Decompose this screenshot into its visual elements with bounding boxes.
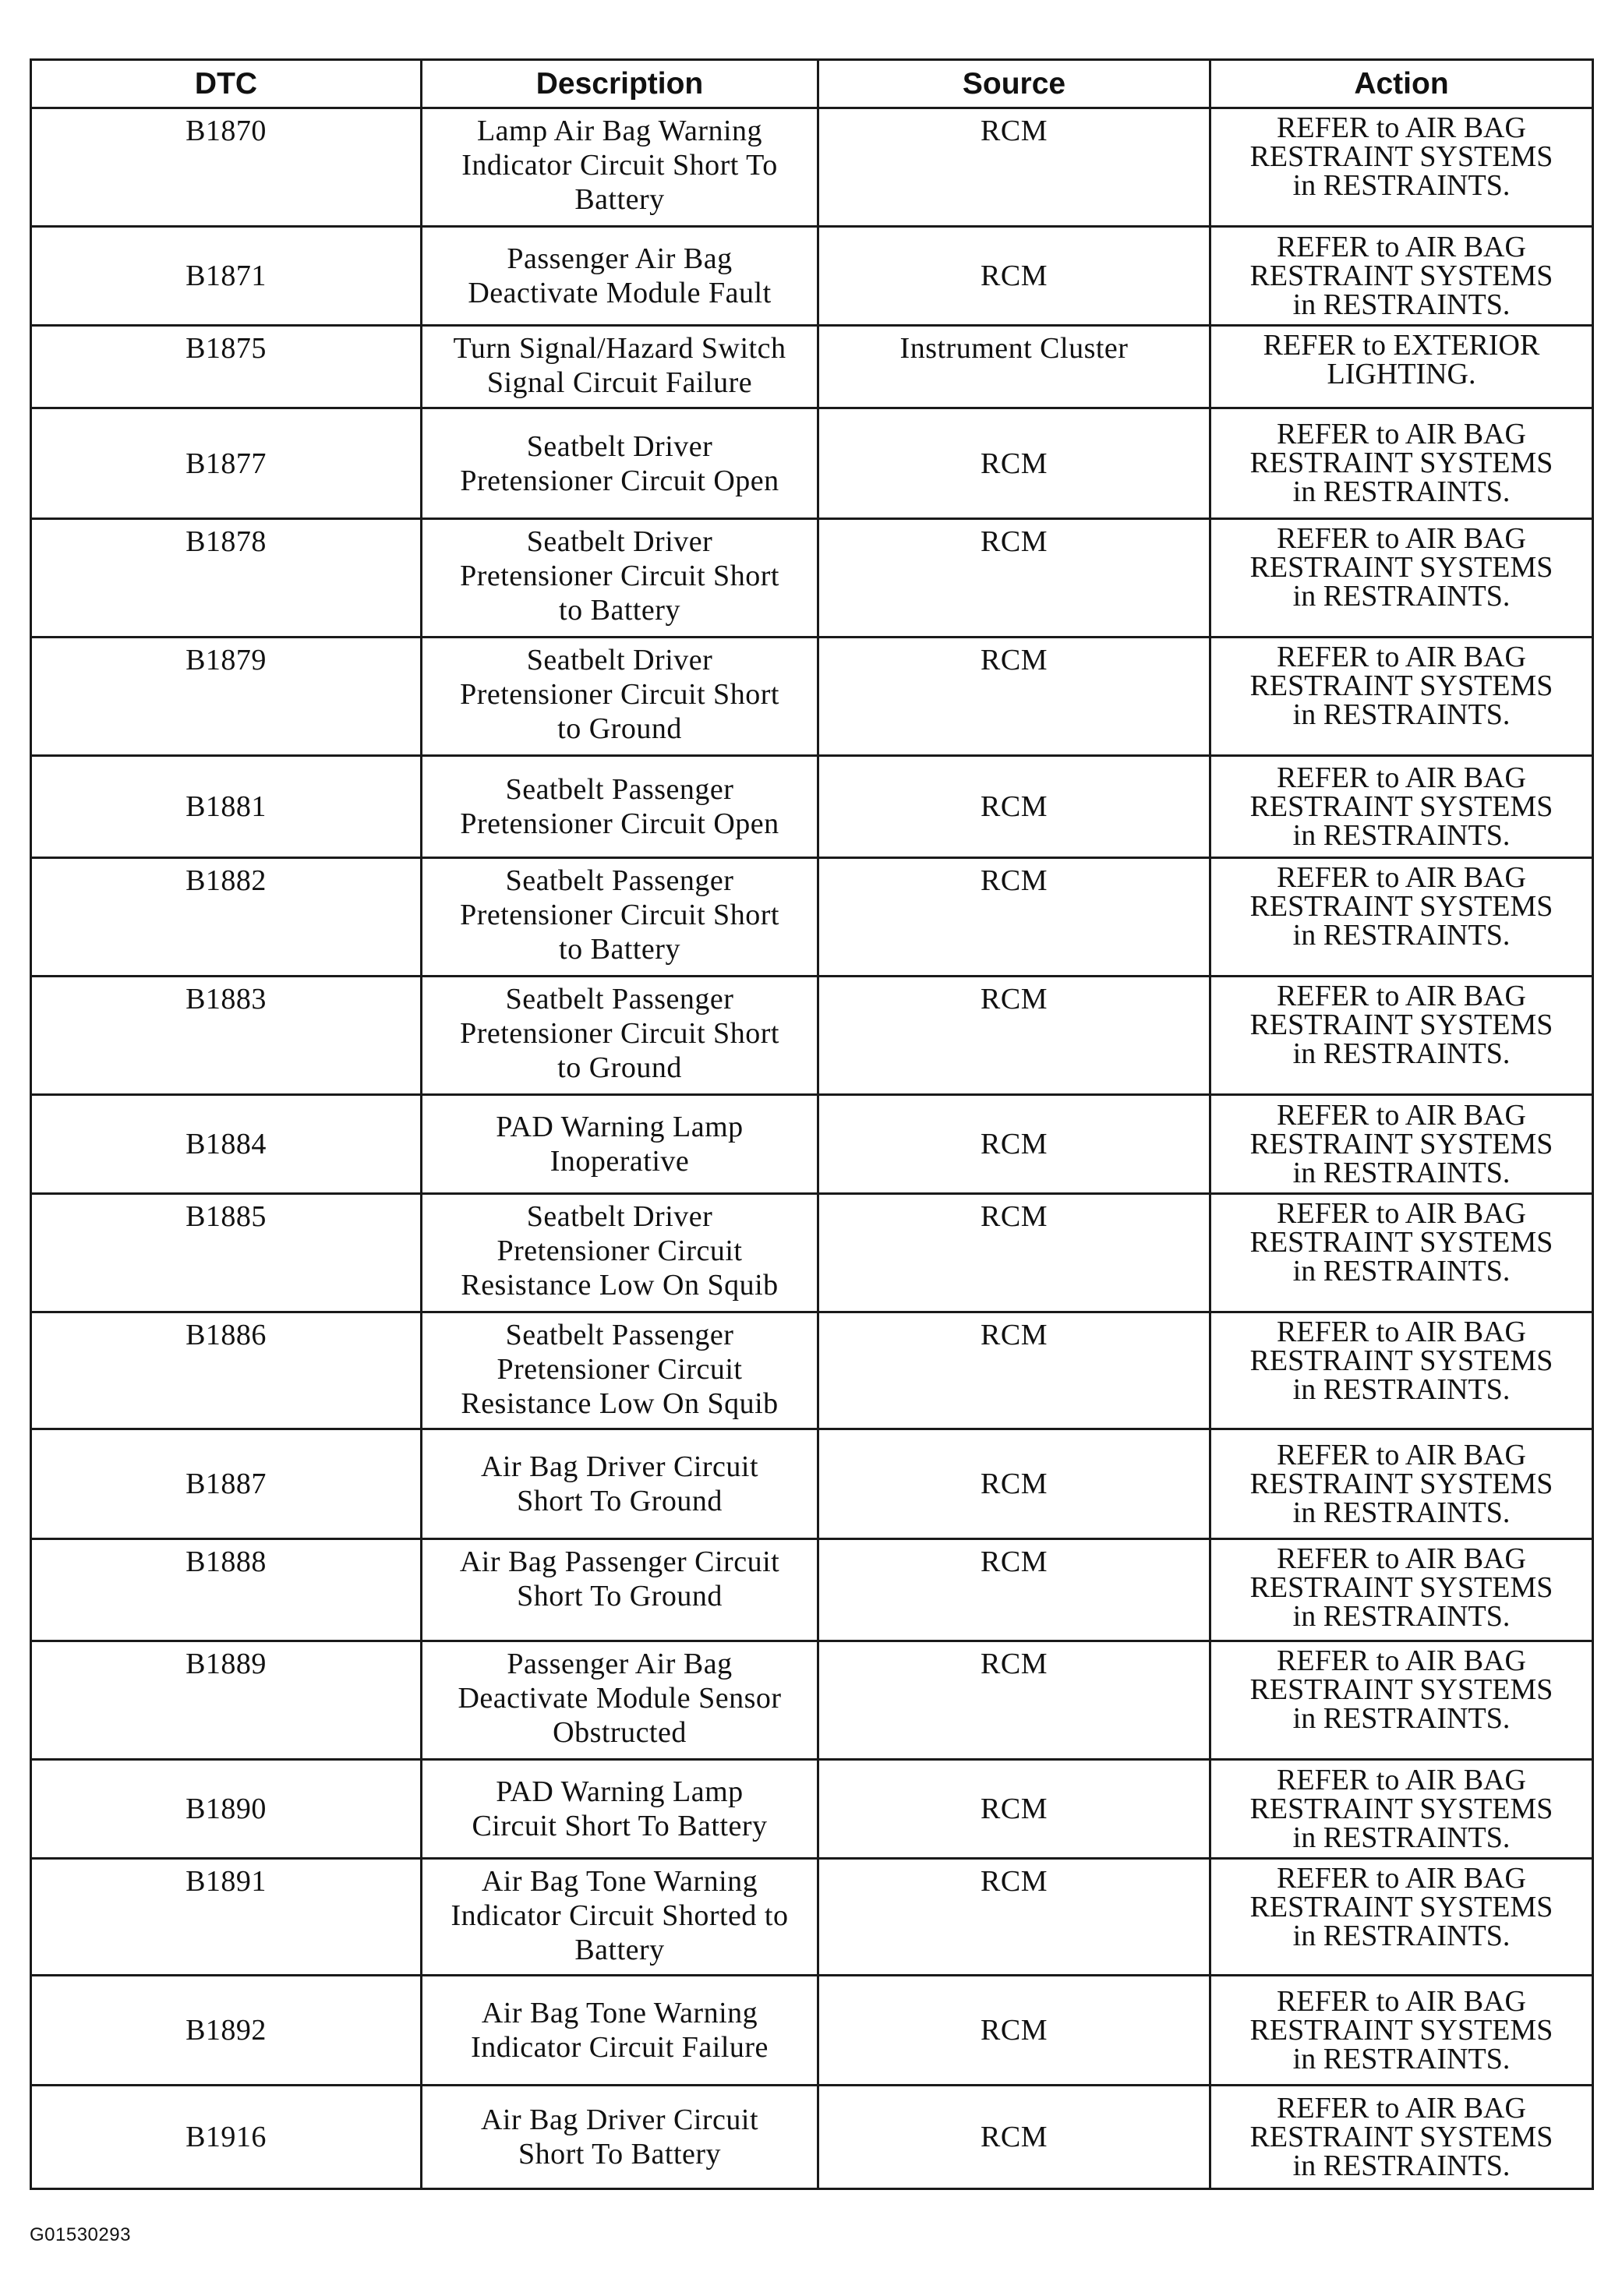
dtc-description <box>422 408 818 519</box>
dtc-action <box>1210 2086 1593 2189</box>
action-line: REFER to AIR BAG <box>1277 1098 1526 1132</box>
action-line: RESTRAINT SYSTEMS <box>1249 890 1553 923</box>
action-line: RESTRAINT SYSTEMS <box>1249 551 1553 584</box>
dtc-code: B1885 <box>31 1194 422 1312</box>
action-line: RESTRAINT SYSTEMS <box>1249 2120 1553 2153</box>
dtc-action <box>1210 1194 1593 1312</box>
action-line: REFER to AIR BAG <box>1277 861 1526 894</box>
description-line: to Ground <box>557 712 682 745</box>
action-line: in RESTRAINTS. <box>1292 169 1511 202</box>
dtc-source: RCM <box>818 408 1210 519</box>
dtc-source: RCM <box>818 108 1210 227</box>
dtc-description <box>422 638 818 756</box>
dtc-table <box>30 58 1594 2190</box>
action-line: REFER to AIR BAG <box>1277 111 1526 144</box>
table-row <box>31 408 1593 519</box>
dtc-source: RCM <box>818 756 1210 858</box>
table-row <box>31 1641 1593 1760</box>
table-row <box>31 638 1593 756</box>
action-line: RESTRAINT SYSTEMS <box>1249 669 1553 702</box>
action-line: in RESTRAINTS. <box>1292 1255 1511 1288</box>
description-line: Pretensioner Circuit <box>496 1353 743 1386</box>
description-line: Seatbelt Passenger <box>505 864 734 897</box>
description-line: to Battery <box>559 594 680 627</box>
header-row <box>31 60 1593 108</box>
description-line: Short To Ground <box>517 1485 723 1517</box>
dtc-source: RCM <box>818 1539 1210 1641</box>
header-action: Action <box>1210 60 1593 108</box>
table-row <box>31 977 1593 1095</box>
dtc-action <box>1210 1760 1593 1859</box>
action-line: RESTRAINT SYSTEMS <box>1249 1226 1553 1259</box>
dtc-code: B1892 <box>31 1976 422 2086</box>
action-line: in RESTRAINTS. <box>1292 2149 1511 2182</box>
table-row <box>31 326 1593 408</box>
description-line: Air Bag Tone Warning <box>481 1997 758 2029</box>
dtc-code: B1870 <box>31 108 422 227</box>
description-line: to Battery <box>559 933 680 966</box>
description-line: PAD Warning Lamp <box>496 1775 744 1808</box>
table-row <box>31 1095 1593 1194</box>
table-row <box>31 1429 1593 1539</box>
description-line: Indicator Circuit Failure <box>471 2031 769 2064</box>
action-line: RESTRAINT SYSTEMS <box>1249 1467 1553 1500</box>
description-line: Signal Circuit Failure <box>486 366 753 399</box>
dtc-source: Instrument Cluster <box>818 326 1210 408</box>
description-line: Obstructed <box>553 1716 687 1749</box>
action-line: RESTRAINT SYSTEMS <box>1249 447 1553 479</box>
action-line: in RESTRAINTS. <box>1292 1702 1511 1735</box>
dtc-source: RCM <box>818 858 1210 977</box>
dtc-source: RCM <box>818 1760 1210 1859</box>
action-line: in RESTRAINTS. <box>1292 475 1511 508</box>
table-row <box>31 1312 1593 1429</box>
description-line: Seatbelt Driver <box>526 644 713 676</box>
action-line: RESTRAINT SYSTEMS <box>1249 1008 1553 1041</box>
table-row <box>31 858 1593 977</box>
description-line: Seatbelt Passenger <box>505 1319 734 1351</box>
action-line: RESTRAINT SYSTEMS <box>1249 1891 1553 1923</box>
dtc-source: RCM <box>818 227 1210 326</box>
action-line: REFER to EXTERIOR <box>1263 329 1540 362</box>
action-line: in RESTRAINTS. <box>1292 698 1511 731</box>
dtc-description <box>422 1859 818 1976</box>
dtc-action <box>1210 227 1593 326</box>
description-line: Battery <box>574 1934 665 1966</box>
description-line: Air Bag Driver Circuit <box>480 1450 759 1483</box>
dtc-description <box>422 1194 818 1312</box>
action-line: RESTRAINT SYSTEMS <box>1249 1673 1553 1706</box>
dtc-action <box>1210 408 1593 519</box>
dtc-action <box>1210 1095 1593 1194</box>
action-line: in RESTRAINTS. <box>1292 1156 1511 1189</box>
table-row <box>31 1539 1593 1641</box>
dtc-code: B1890 <box>31 1760 422 1859</box>
description-line: Short To Ground <box>517 1580 723 1612</box>
action-line: REFER to AIR BAG <box>1277 230 1526 263</box>
description-line: Resistance Low On Squib <box>461 1387 779 1420</box>
description-line: Indicator Circuit Short To <box>461 149 778 182</box>
header-dtc: DTC <box>31 60 422 108</box>
description-line: Indicator Circuit Shorted to <box>451 1899 789 1932</box>
header-description: Description <box>422 60 818 108</box>
dtc-action <box>1210 638 1593 756</box>
dtc-action <box>1210 1976 1593 2086</box>
header-source: Source <box>818 60 1210 108</box>
dtc-source: RCM <box>818 1194 1210 1312</box>
dtc-description <box>422 858 818 977</box>
description-line: Air Bag Tone Warning <box>481 1865 758 1898</box>
dtc-code: B1882 <box>31 858 422 977</box>
action-line: RESTRAINT SYSTEMS <box>1249 1792 1553 1825</box>
action-line: REFER to AIR BAG <box>1277 418 1526 450</box>
dtc-code: B1889 <box>31 1641 422 1760</box>
action-line: RESTRAINT SYSTEMS <box>1249 1344 1553 1377</box>
action-line: in RESTRAINTS. <box>1292 919 1511 952</box>
dtc-code: B1883 <box>31 977 422 1095</box>
description-line: Lamp Air Bag Warning <box>476 115 763 147</box>
dtc-source: RCM <box>818 519 1210 638</box>
dtc-description <box>422 1429 818 1539</box>
action-line: RESTRAINT SYSTEMS <box>1249 259 1553 292</box>
dtc-code: B1891 <box>31 1859 422 1976</box>
action-line: RESTRAINT SYSTEMS <box>1249 2013 1553 2047</box>
dtc-source: RCM <box>818 2086 1210 2189</box>
dtc-code: B1877 <box>31 408 422 519</box>
dtc-action <box>1210 1859 1593 1976</box>
description-line: Pretensioner Circuit Open <box>460 807 779 840</box>
description-line: to Ground <box>557 1051 682 1084</box>
description-line: Inoperative <box>550 1145 690 1178</box>
dtc-code: B1875 <box>31 326 422 408</box>
figure-id: G01530293 <box>30 2224 131 2245</box>
dtc-source: RCM <box>818 1859 1210 1976</box>
dtc-action <box>1210 108 1593 227</box>
dtc-source: RCM <box>818 1641 1210 1760</box>
dtc-description <box>422 1312 818 1429</box>
table-row <box>31 1760 1593 1859</box>
table-row <box>31 519 1593 638</box>
dtc-action <box>1210 1539 1593 1641</box>
description-line: Seatbelt Passenger <box>505 773 734 806</box>
action-line: LIGHTING. <box>1327 358 1476 390</box>
dtc-description <box>422 519 818 638</box>
table-row <box>31 1976 1593 2086</box>
description-line: Pretensioner Circuit Short <box>460 560 779 592</box>
dtc-source: RCM <box>818 1312 1210 1429</box>
dtc-description <box>422 2086 818 2189</box>
dtc-code: B1881 <box>31 756 422 858</box>
dtc-code: B1886 <box>31 1312 422 1429</box>
dtc-code: B1878 <box>31 519 422 638</box>
action-line: RESTRAINT SYSTEMS <box>1249 789 1553 823</box>
description-line: Seatbelt Driver <box>526 429 713 463</box>
description-line: Seatbelt Driver <box>526 1200 713 1233</box>
dtc-code: B1871 <box>31 227 422 326</box>
dtc-action <box>1210 1312 1593 1429</box>
dtc-code: B1916 <box>31 2086 422 2189</box>
description-line: Resistance Low On Squib <box>461 1269 779 1302</box>
table-row <box>31 108 1593 227</box>
dtc-description <box>422 977 818 1095</box>
action-line: in RESTRAINTS. <box>1292 288 1511 321</box>
dtc-action <box>1210 1641 1593 1760</box>
description-line: Pretensioner Circuit <box>496 1235 743 1267</box>
action-line: REFER to AIR BAG <box>1277 761 1526 794</box>
dtc-description <box>422 756 818 858</box>
dtc-action <box>1210 858 1593 977</box>
action-line: REFER to AIR BAG <box>1277 1316 1526 1348</box>
dtc-description <box>422 227 818 326</box>
table-row <box>31 1194 1593 1312</box>
action-line: REFER to AIR BAG <box>1277 641 1526 673</box>
description-line: Short To Battery <box>518 2138 722 2171</box>
action-line: in RESTRAINTS. <box>1292 818 1511 852</box>
dtc-action <box>1210 1429 1593 1539</box>
description-line: Seatbelt Passenger <box>505 983 734 1016</box>
action-line: REFER to AIR BAG <box>1277 2091 1526 2125</box>
description-line: Air Bag Driver Circuit <box>480 2103 759 2136</box>
action-line: REFER to AIR BAG <box>1277 1438 1526 1471</box>
dtc-action <box>1210 326 1593 408</box>
dtc-description <box>422 1976 818 2086</box>
dtc-description <box>422 108 818 227</box>
action-line: REFER to AIR BAG <box>1277 1763 1526 1796</box>
description-line: Passenger Air Bag <box>507 1648 733 1680</box>
table-row <box>31 227 1593 326</box>
dtc-description <box>422 326 818 408</box>
table-row <box>31 756 1593 858</box>
dtc-source: RCM <box>818 638 1210 756</box>
description-line: Battery <box>574 183 665 216</box>
dtc-description <box>422 1095 818 1194</box>
action-line: RESTRAINT SYSTEMS <box>1249 1127 1553 1160</box>
action-line: in RESTRAINTS. <box>1292 2042 1511 2075</box>
dtc-action <box>1210 977 1593 1095</box>
action-line: in RESTRAINTS. <box>1292 1600 1511 1633</box>
action-line: RESTRAINT SYSTEMS <box>1249 1571 1553 1604</box>
table-row <box>31 2086 1593 2189</box>
table-body <box>31 108 1593 2189</box>
action-line: REFER to AIR BAG <box>1277 1197 1526 1230</box>
dtc-source: RCM <box>818 977 1210 1095</box>
action-line: REFER to AIR BAG <box>1277 1542 1526 1575</box>
description-line: Passenger Air Bag <box>507 242 733 275</box>
action-line: REFER to AIR BAG <box>1277 1984 1526 2018</box>
action-line: in RESTRAINTS. <box>1292 1373 1511 1406</box>
dtc-description <box>422 1539 818 1641</box>
description-line: Air Bag Passenger Circuit <box>459 1545 780 1578</box>
description-line: Pretensioner Circuit Open <box>460 464 779 497</box>
action-line: RESTRAINT SYSTEMS <box>1249 140 1553 173</box>
table-header <box>31 60 1593 108</box>
description-line: Seatbelt Driver <box>526 525 713 558</box>
action-line: in RESTRAINTS. <box>1292 580 1511 613</box>
dtc-source: RCM <box>818 1429 1210 1539</box>
action-line: in RESTRAINTS. <box>1292 1821 1511 1854</box>
action-line: in RESTRAINTS. <box>1292 1920 1511 1952</box>
description-line: Deactivate Module Fault <box>468 277 772 309</box>
action-line: REFER to AIR BAG <box>1277 1644 1526 1677</box>
description-line: Pretensioner Circuit Short <box>460 678 779 711</box>
description-line: Deactivate Module Sensor <box>458 1682 782 1715</box>
dtc-description <box>422 1641 818 1760</box>
dtc-action <box>1210 519 1593 638</box>
dtc-code: B1879 <box>31 638 422 756</box>
dtc-source: RCM <box>818 1976 1210 2086</box>
action-line: in RESTRAINTS. <box>1292 1037 1511 1070</box>
table-row <box>31 1859 1593 1976</box>
dtc-code: B1888 <box>31 1539 422 1641</box>
description-line: Turn Signal/Hazard Switch <box>453 332 786 365</box>
action-line: REFER to AIR BAG <box>1277 1862 1526 1895</box>
description-line: Pretensioner Circuit Short <box>460 1017 779 1050</box>
dtc-description <box>422 1760 818 1859</box>
action-line: in RESTRAINTS. <box>1292 1496 1511 1529</box>
dtc-action <box>1210 756 1593 858</box>
action-line: REFER to AIR BAG <box>1277 522 1526 555</box>
description-line: Circuit Short To Battery <box>472 1810 768 1842</box>
dtc-source: RCM <box>818 1095 1210 1194</box>
action-line: REFER to AIR BAG <box>1277 980 1526 1012</box>
description-line: Pretensioner Circuit Short <box>460 899 779 931</box>
dtc-code: B1887 <box>31 1429 422 1539</box>
dtc-code: B1884 <box>31 1095 422 1194</box>
description-line: PAD Warning Lamp <box>496 1111 744 1143</box>
